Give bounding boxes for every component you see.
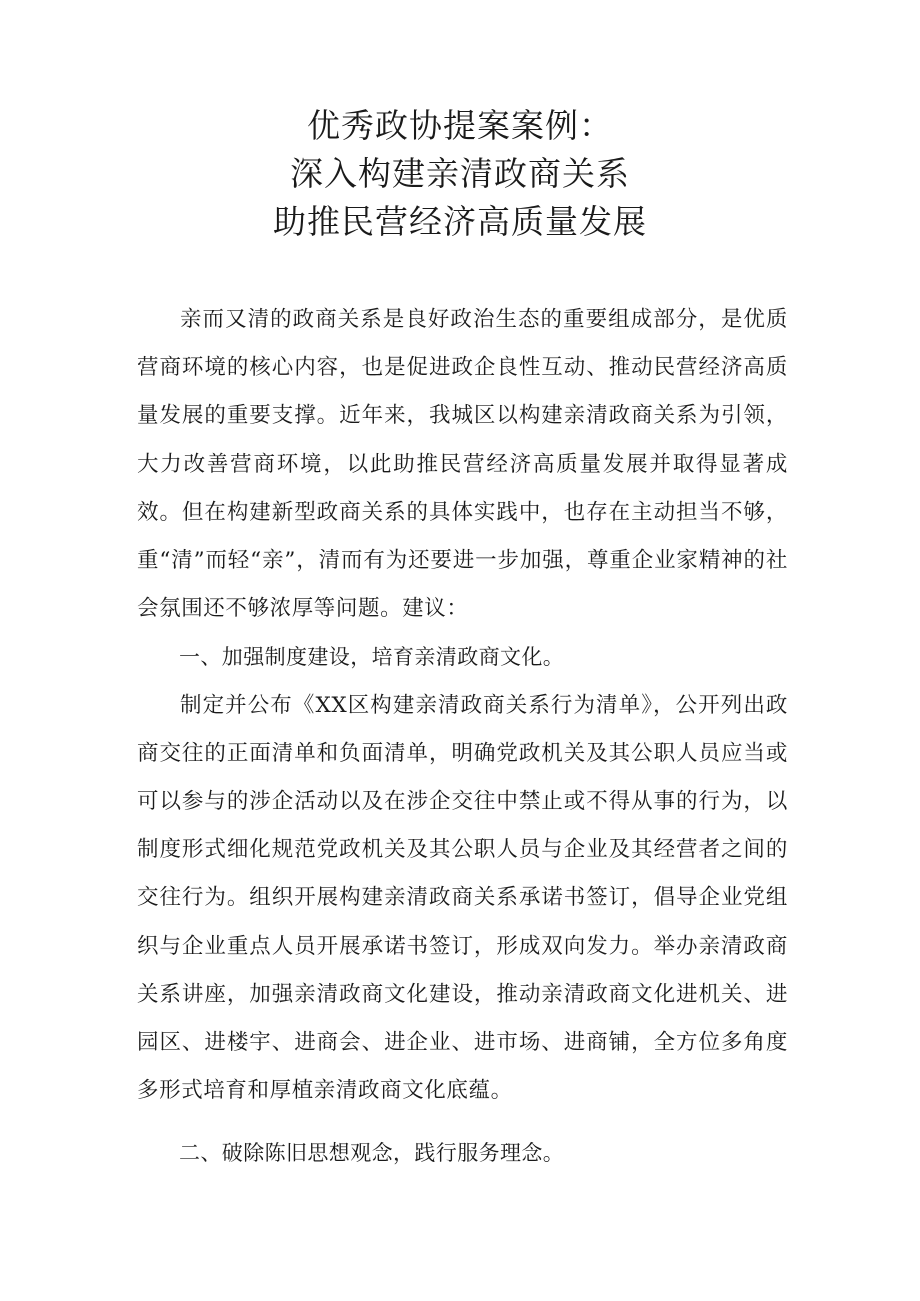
document-body [137, 296, 788, 1178]
section-1-paragraph: 制定并公布《XX区构建亲清政商关系行为清单》，公开列出政商交往的正面清单和负面清单，明确党政机关及其公职人员应当或可以参与的涉企活动以及在涉企交往中禁止或不得从事的行为，以制度形式细化规范党政机关及其公职人员与企业及其经营者之间的交往行为。组织开展构建亲清政商关系承诺书签订，倡导企业党组织与企业重点人员开展承诺书签订，形成双向发力。举办亲清政商关系讲座，加强亲清政商文化建设，推动亲清政商文化进机关、进园区、进楼宇、进商会、进企业、进市场、进商铺，全方位多角度多形式培育和厚植亲清政商文化底蕴。 [137, 692, 788, 1104]
title-line-3: 助推民营经济高质量发展 [273, 202, 647, 241]
document-title [0, 102, 920, 246]
section-1-heading: 一、加强制度建设，培育亲清政商文化。 [179, 645, 565, 670]
intro-paragraph: 亲而又清的政商关系是良好政治生态的重要组成部分，是优质营商环境的核心内容，也是促进政企良性互动、推动民营经济高质量发展的重要支撑。近年来，我城区以构建亲清政商关系为引领，大力改善营商环境，以此助推民营经济高质量发展并取得显著成效。但在构建新型政商关系的具体实践中，也存在主动担当不够，重“清”而轻“亲”，清而有为还要进一步加强，尊重企业家精神的社会氛围还不够浓厚等问题。建议： [137, 307, 788, 622]
title-line-2: 深入构建亲清政商关系 [290, 154, 630, 193]
title-line-1: 优秀政协提案案例： [307, 106, 613, 145]
section-2-heading: 二、破除陈旧思想观念，践行服务理念。 [179, 1141, 565, 1166]
